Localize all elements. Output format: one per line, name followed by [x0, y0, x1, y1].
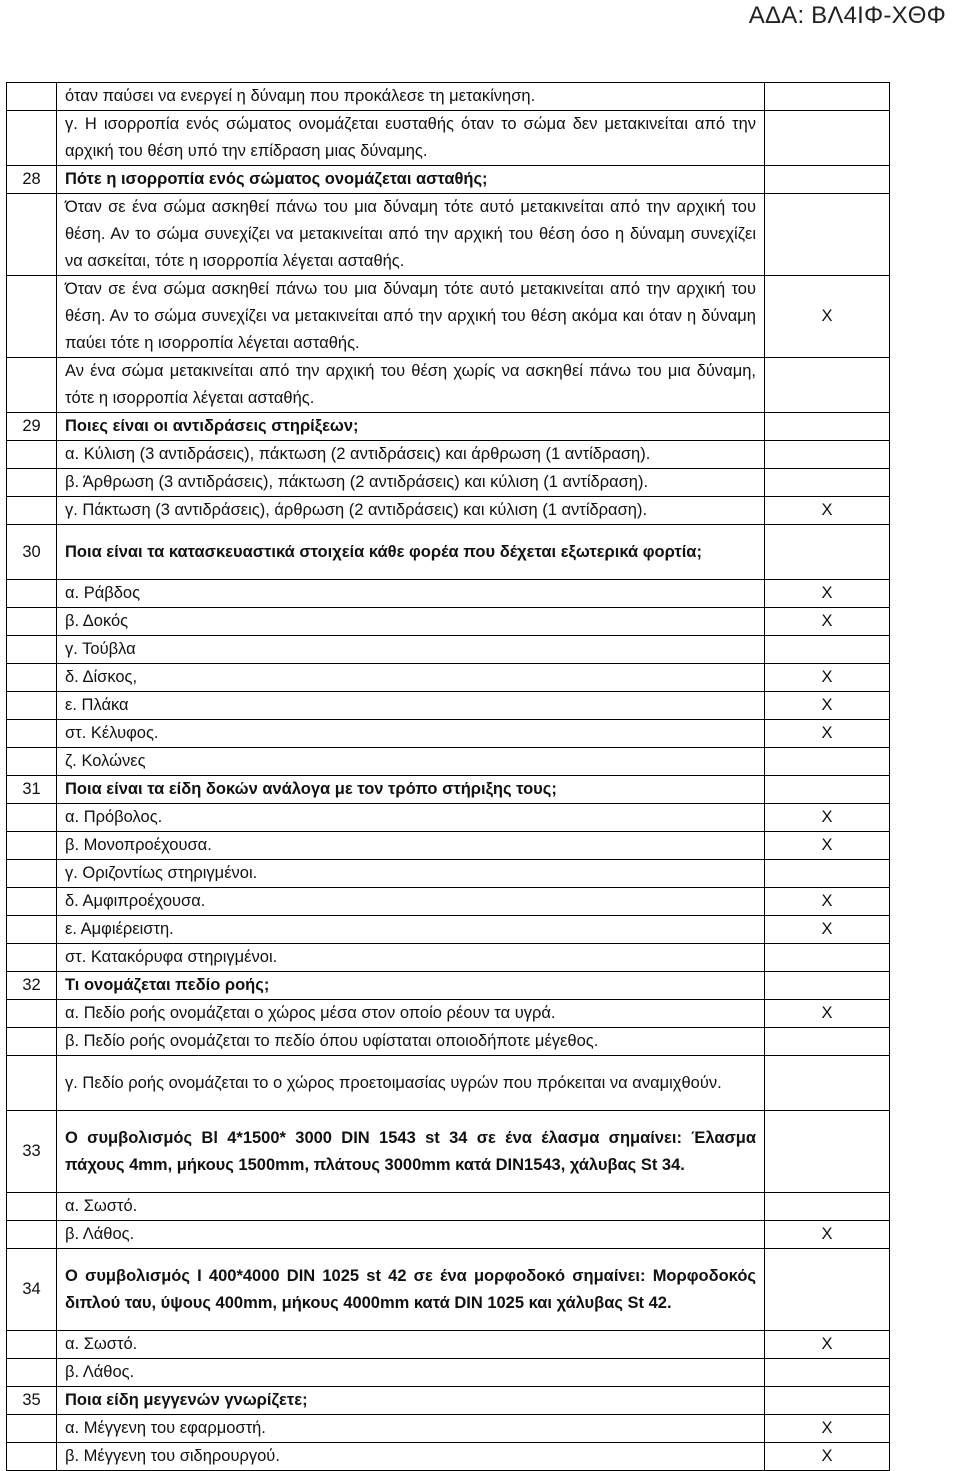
- correct-answer-mark: [765, 525, 890, 580]
- answer-row: [7, 194, 890, 276]
- answer-option: ε. Αμφιέρειστη.: [57, 916, 765, 944]
- answer-option: α. Ράβδος: [57, 580, 765, 608]
- correct-answer-mark: Χ: [765, 1331, 890, 1359]
- question-text: Ποια είναι τα κατασκευαστικά στοιχεία κάθε φορέα που δέχεται εξωτερικά φορτία;: [57, 525, 765, 580]
- answer-row: [7, 469, 890, 497]
- answer-option: όταν παύσει να ενεργεί η δύναμη που προκάλεσε τη μετακίνηση.: [57, 83, 765, 111]
- question-number: [7, 276, 57, 358]
- correct-answer-mark: [765, 441, 890, 469]
- question-number: [7, 1359, 57, 1387]
- answer-row: [7, 636, 890, 664]
- answer-row: [7, 720, 890, 748]
- answer-option: β. Λάθος.: [57, 1359, 765, 1387]
- question-number: 33: [7, 1111, 57, 1193]
- question-row: [7, 1387, 890, 1415]
- correct-answer-mark: [765, 944, 890, 972]
- question-number: [7, 832, 57, 860]
- correct-answer-mark: Χ: [765, 608, 890, 636]
- question-row: [7, 1249, 890, 1331]
- answer-row: [7, 276, 890, 358]
- answer-option: β. Μονοπροέχουσα.: [57, 832, 765, 860]
- answer-option: γ. Τούβλα: [57, 636, 765, 664]
- correct-answer-mark: [765, 194, 890, 276]
- question-number: [7, 804, 57, 832]
- answer-row: [7, 608, 890, 636]
- question-number: [7, 469, 57, 497]
- answer-option: β. Μέγγενη του σιδηρουργού.: [57, 1443, 765, 1471]
- correct-answer-mark: Χ: [765, 804, 890, 832]
- question-number: [7, 1415, 57, 1443]
- question-number: [7, 1056, 57, 1111]
- correct-answer-mark: [765, 1249, 890, 1331]
- question-number: [7, 358, 57, 413]
- correct-answer-mark: [765, 413, 890, 441]
- correct-answer-mark: Χ: [765, 580, 890, 608]
- answer-option: δ. Αμφιπροέχουσα.: [57, 888, 765, 916]
- question-number: 32: [7, 972, 57, 1000]
- answer-row: [7, 580, 890, 608]
- question-row: [7, 776, 890, 804]
- question-number: [7, 748, 57, 776]
- question-number: [7, 194, 57, 276]
- question-row: [7, 413, 890, 441]
- question-number: [7, 111, 57, 166]
- question-number: [7, 1443, 57, 1471]
- correct-answer-mark: [765, 166, 890, 194]
- correct-answer-mark: Χ: [765, 664, 890, 692]
- question-number: 31: [7, 776, 57, 804]
- answer-option: α. Πεδίο ροής ονομάζεται ο χώρος μέσα στον οποίο ρέουν τα υγρά.: [57, 1000, 765, 1028]
- answer-option: ε. Πλάκα: [57, 692, 765, 720]
- question-text: Ο συμβολισμός Ι 400*4000 DIN 1025 st 42 σε ένα μορφοδοκό σημαίνει: Μορφοδοκός διπλού ταυ, ύψους 400mm, μήκους 4000mm κατά DIN 1025 και χάλυβας St 42.: [57, 1249, 765, 1331]
- questions-table-body: [7, 83, 890, 1471]
- answer-row: [7, 804, 890, 832]
- correct-answer-mark: [765, 1387, 890, 1415]
- question-text: Πότε η ισορροπία ενός σώματος ονομάζεται ασταθής;: [57, 166, 765, 194]
- question-number: [7, 860, 57, 888]
- answer-option: στ. Κέλυφος.: [57, 720, 765, 748]
- answer-row: [7, 1028, 890, 1056]
- answer-row: [7, 1000, 890, 1028]
- question-number: [7, 664, 57, 692]
- answer-row: [7, 441, 890, 469]
- answer-row: [7, 358, 890, 413]
- question-text: Ποια είδη μεγγενών γνωρίζετε;: [57, 1387, 765, 1415]
- answer-option: γ. Πάκτωση (3 αντιδράσεις), άρθρωση (2 αντιδράσεις) και κύλιση (1 αντίδραση).: [57, 497, 765, 525]
- answer-option: α. Πρόβολος.: [57, 804, 765, 832]
- correct-answer-mark: [765, 972, 890, 1000]
- answer-row: [7, 497, 890, 525]
- question-text: Τι ονομάζεται πεδίο ροής;: [57, 972, 765, 1000]
- answer-option: γ. Πεδίο ροής ονομάζεται το ο χώρος προετοιμασίας υγρών που πρόκειται να αναμιχθούν.: [57, 1056, 765, 1111]
- answer-option: β. Πεδίο ροής ονομάζεται το πεδίο όπου υφίσταται οποιοδήποτε μέγεθος.: [57, 1028, 765, 1056]
- correct-answer-mark: Χ: [765, 1000, 890, 1028]
- correct-answer-mark: Χ: [765, 916, 890, 944]
- answer-option: στ. Κατακόρυφα στηριγμένοι.: [57, 944, 765, 972]
- correct-answer-mark: Χ: [765, 720, 890, 748]
- answer-row: [7, 860, 890, 888]
- answer-row: [7, 888, 890, 916]
- answer-option: Αν ένα σώμα μετακινείται από την αρχική του θέση χωρίς να ασκηθεί πάνω του μια δύναμη, τότε η ισορροπία λέγεται ασταθής.: [57, 358, 765, 413]
- question-number: [7, 1028, 57, 1056]
- question-row: [7, 1111, 890, 1193]
- correct-answer-mark: Χ: [765, 1443, 890, 1471]
- correct-answer-mark: Χ: [765, 276, 890, 358]
- answer-row: [7, 832, 890, 860]
- correct-answer-mark: [765, 1028, 890, 1056]
- answer-row: [7, 664, 890, 692]
- answer-row: [7, 1193, 890, 1221]
- answer-option: β. Άρθρωση (3 αντιδράσεις), πάκτωση (2 αντιδράσεις) και κύλιση (1 αντίδραση).: [57, 469, 765, 497]
- answer-option: β. Δοκός: [57, 608, 765, 636]
- correct-answer-mark: [765, 636, 890, 664]
- question-number: [7, 916, 57, 944]
- question-number: [7, 1193, 57, 1221]
- question-text: Ποια είναι τα είδη δοκών ανάλογα με τον τρόπο στήριξης τους;: [57, 776, 765, 804]
- question-number: 30: [7, 525, 57, 580]
- answer-row: [7, 916, 890, 944]
- question-number: [7, 497, 57, 525]
- correct-answer-mark: [765, 860, 890, 888]
- answer-row: [7, 1331, 890, 1359]
- question-number: [7, 692, 57, 720]
- question-row: [7, 525, 890, 580]
- question-text: Ποιες είναι οι αντιδράσεις στηρίξεων;: [57, 413, 765, 441]
- correct-answer-mark: [765, 1193, 890, 1221]
- question-number: [7, 608, 57, 636]
- question-number: [7, 580, 57, 608]
- answer-option: Όταν σε ένα σώμα ασκηθεί πάνω του μια δύναμη τότε αυτό μετακινείται από την αρχική του θέση. Αν το σώμα συνεχίζει να μετακινείται από την αρχική του θέση ακόμα και όταν η δύναμη παύει τότε η ισορροπία λέγεται ασταθής.: [57, 276, 765, 358]
- question-number: 35: [7, 1387, 57, 1415]
- answer-row: [7, 1443, 890, 1471]
- question-number: [7, 83, 57, 111]
- question-number: [7, 1221, 57, 1249]
- answer-option: α. Σωστό.: [57, 1331, 765, 1359]
- question-number: [7, 441, 57, 469]
- question-number: 29: [7, 413, 57, 441]
- answer-option: γ. Η ισορροπία ενός σώματος ονομάζεται ευσταθής όταν το σώμα δεν μετακινείται από την αρχική του θέση υπό την επίδραση μιας δύναμης.: [57, 111, 765, 166]
- answer-row: [7, 944, 890, 972]
- correct-answer-mark: [765, 358, 890, 413]
- question-row: [7, 972, 890, 1000]
- question-number: [7, 1331, 57, 1359]
- correct-answer-mark: Χ: [765, 832, 890, 860]
- correct-answer-mark: [765, 1111, 890, 1193]
- correct-answer-mark: Χ: [765, 1415, 890, 1443]
- question-row: [7, 166, 890, 194]
- answer-row: [7, 692, 890, 720]
- correct-answer-mark: [765, 748, 890, 776]
- correct-answer-mark: [765, 469, 890, 497]
- answer-row: [7, 1359, 890, 1387]
- correct-answer-mark: Χ: [765, 497, 890, 525]
- question-number: [7, 888, 57, 916]
- answer-option: β. Λάθος.: [57, 1221, 765, 1249]
- answer-option: ζ. Κολώνες: [57, 748, 765, 776]
- question-text: Ο συμβολισμός Βl 4*1500* 3000 DIN 1543 st 34 σε ένα έλασμα σημαίνει: Έλασμα πάχους 4mm, μήκους 1500mm, πλάτους 3000mm κατά DIN1543, χάλυβας St 34.: [57, 1111, 765, 1193]
- answer-row: [7, 1056, 890, 1111]
- answer-option: γ. Οριζοντίως στηριγμένοι.: [57, 860, 765, 888]
- answer-row: [7, 111, 890, 166]
- answer-option: Όταν σε ένα σώμα ασκηθεί πάνω του μια δύναμη τότε αυτό μετακινείται από την αρχική του θέση. Αν το σώμα συνεχίζει να μετακινείται από την αρχική του θέση όσο η δύναμη συνεχίζει να ασκείται, τότε η ισορροπία λέγεται ασταθής.: [57, 194, 765, 276]
- correct-answer-mark: [765, 111, 890, 166]
- correct-answer-mark: [765, 83, 890, 111]
- question-number: [7, 636, 57, 664]
- questions-table: [6, 82, 890, 1471]
- question-number: [7, 720, 57, 748]
- answer-option: α. Σωστό.: [57, 1193, 765, 1221]
- answer-row: [7, 1415, 890, 1443]
- correct-answer-mark: [765, 1056, 890, 1111]
- correct-answer-mark: Χ: [765, 1221, 890, 1249]
- question-number: 28: [7, 166, 57, 194]
- correct-answer-mark: Χ: [765, 888, 890, 916]
- answer-row: [7, 748, 890, 776]
- answer-row: [7, 1221, 890, 1249]
- correct-answer-mark: [765, 1359, 890, 1387]
- question-number: 34: [7, 1249, 57, 1331]
- document-ada-code: ΑΔΑ: ΒΛ4ΙΦ-ΧΘΦ: [748, 2, 946, 29]
- answer-option: δ. Δίσκος,: [57, 664, 765, 692]
- correct-answer-mark: [765, 776, 890, 804]
- answer-row: [7, 83, 890, 111]
- answer-option: α. Μέγγενη του εφαρμοστή.: [57, 1415, 765, 1443]
- question-number: [7, 1000, 57, 1028]
- correct-answer-mark: Χ: [765, 692, 890, 720]
- answer-option: α. Κύλιση (3 αντιδράσεις), πάκτωση (2 αντιδράσεις) και άρθρωση (1 αντίδραση).: [57, 441, 765, 469]
- question-number: [7, 944, 57, 972]
